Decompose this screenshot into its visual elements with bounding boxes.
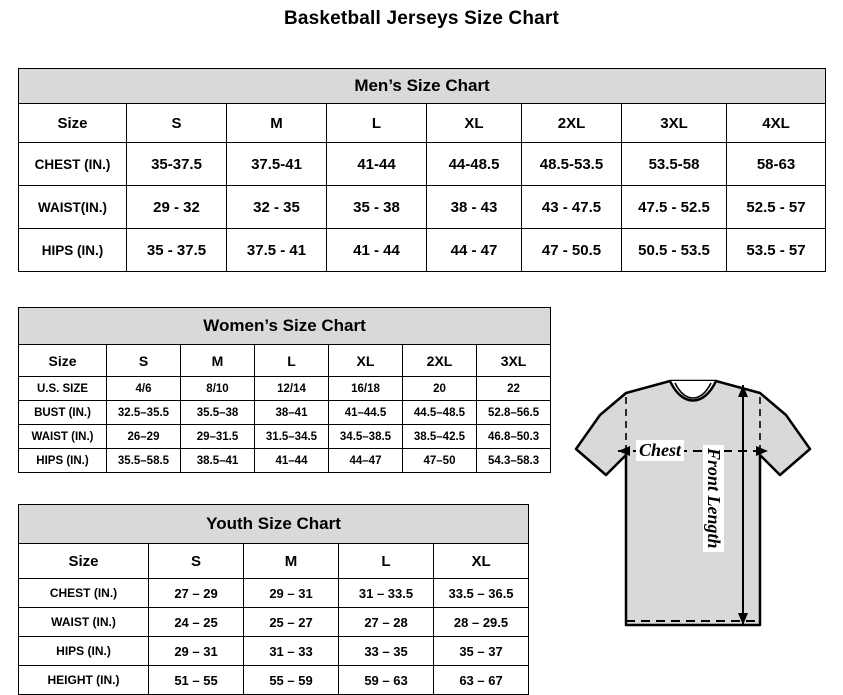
womens-cell: 46.8–50.3 [477,425,551,449]
womens-cell: 26–29 [107,425,181,449]
womens-row-label-waist: WAIST (IN.) [19,425,107,449]
table-row [19,143,826,186]
womens-header-3xl: 3XL [477,345,551,377]
mens-cell: 35 - 37.5 [127,229,227,272]
womens-cell: 38.5–41 [181,449,255,473]
table-header-row [19,345,551,377]
womens-cell: 16/18 [329,377,403,401]
womens-cell: 41–44.5 [329,401,403,425]
chest-measurement-label: Chest [636,440,684,461]
table-header-row [19,104,826,143]
youth-cell: 31 – 33.5 [339,579,434,608]
mens-cell: 35-37.5 [127,143,227,186]
mens-header-4xl: 4XL [727,104,826,143]
youth-cell: 25 – 27 [244,608,339,637]
mens-cell: 53.5 - 57 [727,229,826,272]
mens-caption: Men’s Size Chart [19,69,826,104]
mens-cell: 37.5-41 [227,143,327,186]
womens-cell: 44–47 [329,449,403,473]
womens-size-chart-table [18,307,551,473]
mens-cell: 47.5 - 52.5 [622,186,727,229]
youth-cell: 59 – 63 [339,666,434,695]
womens-caption: Women’s Size Chart [19,308,551,345]
youth-header-xl: XL [434,544,529,579]
mens-header-2xl: 2XL [522,104,622,143]
youth-row-label-hips: HIPS (IN.) [19,637,149,666]
womens-cell: 38–41 [255,401,329,425]
mens-cell: 44-48.5 [427,143,522,186]
womens-cell: 8/10 [181,377,255,401]
table-row [19,637,529,666]
womens-cell: 4/6 [107,377,181,401]
mens-cell: 50.5 - 53.5 [622,229,727,272]
youth-cell: 63 – 67 [434,666,529,695]
mens-row-label-chest: CHEST (IN.) [19,143,127,186]
womens-header-2xl: 2XL [403,345,477,377]
youth-cell: 27 – 28 [339,608,434,637]
page-title: Basketball Jerseys Size Chart [283,8,560,29]
youth-size-chart-table [18,504,529,695]
table-row [19,425,551,449]
mens-header-xl: XL [427,104,522,143]
womens-cell: 52.8–56.5 [477,401,551,425]
youth-header-s: S [149,544,244,579]
womens-row-label-us-size: U.S. SIZE [19,377,107,401]
youth-cell: 35 – 37 [434,637,529,666]
mens-cell: 53.5-58 [622,143,727,186]
mens-cell: 38 - 43 [427,186,522,229]
shirt-diagram [548,363,838,673]
mens-row-label-waist: WAIST(IN.) [19,186,127,229]
youth-row-label-height: HEIGHT (IN.) [19,666,149,695]
womens-cell: 41–44 [255,449,329,473]
mens-cell: 37.5 - 41 [227,229,327,272]
youth-header-l: L [339,544,434,579]
table-row [19,666,529,695]
youth-caption: Youth Size Chart [19,505,529,544]
womens-cell: 35.5–38 [181,401,255,425]
table-row [19,608,529,637]
youth-header-m: M [244,544,339,579]
youth-cell: 24 – 25 [149,608,244,637]
mens-size-chart-table [18,68,826,272]
womens-cell: 20 [403,377,477,401]
youth-cell: 31 – 33 [244,637,339,666]
mens-cell: 48.5-53.5 [522,143,622,186]
youth-cell: 29 – 31 [149,637,244,666]
womens-header-l: L [255,345,329,377]
youth-row-label-chest: CHEST (IN.) [19,579,149,608]
womens-header-m: M [181,345,255,377]
womens-cell: 32.5–35.5 [107,401,181,425]
youth-cell: 33 – 35 [339,637,434,666]
mens-cell: 35 - 38 [327,186,427,229]
table-caption-row [19,308,551,345]
table-caption-row [19,505,529,544]
womens-cell: 35.5–58.5 [107,449,181,473]
table-caption-row [19,69,826,104]
youth-cell: 28 – 29.5 [434,608,529,637]
table-row [19,449,551,473]
mens-cell: 32 - 35 [227,186,327,229]
youth-cell: 51 – 55 [149,666,244,695]
womens-header-xl: XL [329,345,403,377]
mens-cell: 58-63 [727,143,826,186]
table-row [19,229,826,272]
mens-cell: 52.5 - 57 [727,186,826,229]
mens-header-m: M [227,104,327,143]
youth-cell: 29 – 31 [244,579,339,608]
womens-cell: 34.5–38.5 [329,425,403,449]
table-row [19,579,529,608]
youth-row-label-waist: WAIST (IN.) [19,608,149,637]
womens-header-size: Size [19,345,107,377]
mens-header-s: S [127,104,227,143]
womens-cell: 22 [477,377,551,401]
womens-cell: 54.3–58.3 [477,449,551,473]
mens-row-label-hips: HIPS (IN.) [19,229,127,272]
womens-cell: 47–50 [403,449,477,473]
mens-cell: 29 - 32 [127,186,227,229]
womens-cell: 12/14 [255,377,329,401]
womens-cell: 29–31.5 [181,425,255,449]
front-length-measurement-label: Front Length [703,445,724,552]
womens-header-s: S [107,345,181,377]
youth-header-size: Size [19,544,149,579]
womens-cell: 38.5–42.5 [403,425,477,449]
womens-row-label-hips: HIPS (IN.) [19,449,107,473]
mens-cell: 44 - 47 [427,229,522,272]
mens-cell: 47 - 50.5 [522,229,622,272]
youth-cell: 55 – 59 [244,666,339,695]
table-header-row [19,544,529,579]
table-row [19,377,551,401]
mens-header-3xl: 3XL [622,104,727,143]
mens-cell: 41 - 44 [327,229,427,272]
table-row [19,186,826,229]
womens-row-label-bust: BUST (IN.) [19,401,107,425]
womens-cell: 44.5–48.5 [403,401,477,425]
mens-cell: 41-44 [327,143,427,186]
mens-header-l: L [327,104,427,143]
mens-header-size: Size [19,104,127,143]
shirt-outline-shape [576,381,810,625]
mens-cell: 43 - 47.5 [522,186,622,229]
youth-cell: 33.5 – 36.5 [434,579,529,608]
youth-cell: 27 – 29 [149,579,244,608]
womens-cell: 31.5–34.5 [255,425,329,449]
table-row [19,401,551,425]
